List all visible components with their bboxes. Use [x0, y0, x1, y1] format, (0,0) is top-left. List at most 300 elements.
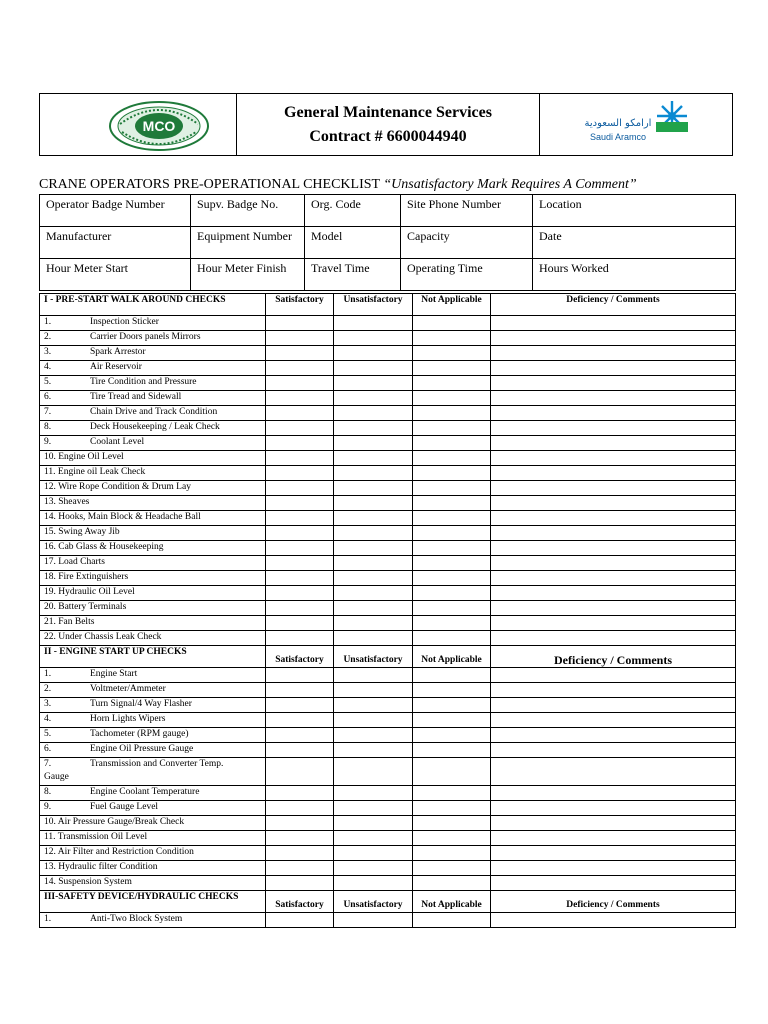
- col-satisfactory: Satisfactory: [266, 646, 334, 668]
- unsatisfactory-cell[interactable]: [334, 846, 413, 861]
- item-label-cell: [40, 861, 266, 876]
- not-applicable-cell[interactable]: [413, 451, 491, 466]
- info-field[interactable]: Manufacturer: [40, 227, 191, 259]
- checklist-item-row: [40, 541, 736, 556]
- checklist-item-row: [40, 556, 736, 571]
- header-title-cell: [237, 94, 540, 155]
- unsatisfactory-cell[interactable]: [334, 713, 413, 728]
- info-field[interactable]: Equipment Number: [191, 227, 305, 259]
- satisfactory-cell[interactable]: [266, 511, 334, 526]
- item-label: Engine Start: [90, 669, 138, 679]
- unsatisfactory-cell[interactable]: [334, 526, 413, 541]
- unsatisfactory-cell[interactable]: [334, 436, 413, 451]
- comments-cell[interactable]: [491, 758, 736, 786]
- info-field[interactable]: Operating Time: [401, 259, 533, 291]
- satisfactory-cell[interactable]: [266, 816, 334, 831]
- info-field[interactable]: Date: [533, 227, 736, 259]
- item-label-cell: [40, 758, 266, 786]
- item-label-cell: [40, 421, 266, 436]
- checklist-item-row: [40, 376, 736, 391]
- item-label-cell: [40, 541, 266, 556]
- item-label-cell: [40, 406, 266, 421]
- unsatisfactory-cell[interactable]: [334, 586, 413, 601]
- not-applicable-cell[interactable]: [413, 511, 491, 526]
- info-field[interactable]: Hours Worked: [533, 259, 736, 291]
- info-row: [40, 227, 736, 259]
- item-number: 1.: [44, 914, 52, 924]
- col-satisfactory: Satisfactory: [266, 294, 334, 316]
- unsatisfactory-cell[interactable]: [334, 361, 413, 376]
- info-field[interactable]: Hour Meter Finish: [191, 259, 305, 291]
- satisfactory-cell[interactable]: [266, 786, 334, 801]
- item-label-cell: [40, 331, 266, 346]
- item-label-cell: [40, 481, 266, 496]
- not-applicable-cell[interactable]: [413, 586, 491, 601]
- not-applicable-cell[interactable]: [413, 361, 491, 376]
- unsatisfactory-cell[interactable]: [334, 631, 413, 646]
- satisfactory-cell[interactable]: [266, 361, 334, 376]
- satisfactory-cell[interactable]: [266, 698, 334, 713]
- col-not-applicable: Not Applicable: [413, 646, 491, 668]
- item-label: 14. Suspension System: [44, 877, 132, 887]
- comments-cell[interactable]: [491, 556, 736, 571]
- col-not-applicable: Not Applicable: [413, 294, 491, 316]
- comments-cell[interactable]: [491, 601, 736, 616]
- comments-cell[interactable]: [491, 861, 736, 876]
- not-applicable-cell[interactable]: [413, 876, 491, 891]
- item-label: 11. Engine oil Leak Check: [44, 467, 146, 477]
- comments-cell[interactable]: [491, 391, 736, 406]
- satisfactory-cell[interactable]: [266, 556, 334, 571]
- unsatisfactory-cell[interactable]: [334, 406, 413, 421]
- item-label: Tire Tread and Sidewall: [90, 392, 182, 402]
- satisfactory-cell[interactable]: [266, 616, 334, 631]
- unsatisfactory-cell[interactable]: [334, 376, 413, 391]
- satisfactory-cell[interactable]: [266, 421, 334, 436]
- checklist-item-row: [40, 698, 736, 713]
- info-grid: [39, 194, 736, 291]
- unsatisfactory-cell[interactable]: [334, 786, 413, 801]
- item-label-cell: [40, 683, 266, 698]
- item-label: 15. Swing Away Jib: [44, 527, 120, 537]
- item-label-cell: [40, 913, 266, 928]
- item-label: Transmission and Converter Temp.: [90, 759, 224, 769]
- comments-cell[interactable]: [491, 361, 736, 376]
- item-label: 22. Under Chassis Leak Check: [44, 632, 162, 642]
- not-applicable-cell[interactable]: [413, 541, 491, 556]
- satisfactory-cell[interactable]: [266, 376, 334, 391]
- info-field[interactable]: Travel Time: [305, 259, 401, 291]
- unsatisfactory-cell[interactable]: [334, 466, 413, 481]
- not-applicable-cell[interactable]: [413, 601, 491, 616]
- checklist-item-row: [40, 571, 736, 586]
- comments-cell[interactable]: [491, 728, 736, 743]
- checklist-item-row: [40, 331, 736, 346]
- checklist-table: [39, 293, 736, 928]
- comments-cell[interactable]: [491, 376, 736, 391]
- unsatisfactory-cell[interactable]: [334, 601, 413, 616]
- unsatisfactory-cell[interactable]: [334, 683, 413, 698]
- item-label: 12. Air Filter and Restriction Condition: [44, 847, 194, 857]
- not-applicable-cell[interactable]: [413, 616, 491, 631]
- checklist-item-row: [40, 391, 736, 406]
- unsatisfactory-cell[interactable]: [334, 391, 413, 406]
- comments-cell[interactable]: [491, 683, 736, 698]
- item-label-cell: [40, 713, 266, 728]
- company-seal-logo: [108, 100, 210, 152]
- item-label-cell: [40, 631, 266, 646]
- item-label-cell: [40, 668, 266, 683]
- item-number: 4.: [44, 714, 52, 724]
- item-label: Deck Housekeeping / Leak Check: [90, 422, 220, 432]
- satisfactory-cell[interactable]: [266, 331, 334, 346]
- unsatisfactory-cell[interactable]: [334, 728, 413, 743]
- item-number: 9.: [44, 802, 52, 812]
- unsatisfactory-cell[interactable]: [334, 801, 413, 816]
- comments-cell[interactable]: [491, 571, 736, 586]
- col-unsatisfactory: Unsatisfactory: [334, 646, 413, 668]
- item-label-cell: [40, 786, 266, 801]
- satisfactory-cell[interactable]: [266, 526, 334, 541]
- comments-cell[interactable]: [491, 743, 736, 758]
- checklist-note: “Unsatisfactory Mark Requires A Comment”: [383, 177, 637, 192]
- info-field[interactable]: Operator Badge Number: [40, 195, 191, 227]
- item-number: 3.: [44, 347, 52, 357]
- item-label: 18. Fire Extinguishers: [44, 572, 129, 582]
- unsatisfactory-cell[interactable]: [334, 421, 413, 436]
- not-applicable-cell[interactable]: [413, 713, 491, 728]
- checklist-item-row: [40, 816, 736, 831]
- item-label-cell: [40, 831, 266, 846]
- comments-cell[interactable]: [491, 631, 736, 646]
- svg-text:ارامكو السعودية: ارامكو السعودية: [584, 118, 652, 129]
- not-applicable-cell[interactable]: [413, 556, 491, 571]
- not-applicable-cell[interactable]: [413, 481, 491, 496]
- comments-cell[interactable]: [491, 786, 736, 801]
- section-title: III-SAFETY DEVICE/HYDRAULIC CHECKS: [40, 891, 266, 913]
- unsatisfactory-cell[interactable]: [334, 913, 413, 928]
- comments-cell[interactable]: [491, 496, 736, 511]
- unsatisfactory-cell[interactable]: [334, 496, 413, 511]
- checklist-title: [39, 177, 637, 193]
- col-unsatisfactory: Unsatisfactory: [334, 294, 413, 316]
- not-applicable-cell[interactable]: [413, 728, 491, 743]
- comments-cell[interactable]: [491, 316, 736, 331]
- item-label-cell: [40, 801, 266, 816]
- not-applicable-cell[interactable]: [413, 376, 491, 391]
- not-applicable-cell[interactable]: [413, 913, 491, 928]
- satisfactory-cell[interactable]: [266, 713, 334, 728]
- unsatisfactory-cell[interactable]: [334, 616, 413, 631]
- comments-cell[interactable]: [491, 541, 736, 556]
- checklist-item-row: [40, 406, 736, 421]
- checklist-item-row: [40, 496, 736, 511]
- item-label-cell: [40, 876, 266, 891]
- item-label-cell: [40, 391, 266, 406]
- item-label-cell: [40, 316, 266, 331]
- comments-cell[interactable]: [491, 526, 736, 541]
- comments-cell[interactable]: [491, 451, 736, 466]
- info-field[interactable]: Site Phone Number: [401, 195, 533, 227]
- unsatisfactory-cell[interactable]: [334, 511, 413, 526]
- col-not-applicable: Not Applicable: [413, 891, 491, 913]
- item-label-cell: [40, 816, 266, 831]
- checklist-item-row: [40, 913, 736, 928]
- comments-cell[interactable]: [491, 481, 736, 496]
- checklist-item-row: [40, 801, 736, 816]
- satisfactory-cell[interactable]: [266, 831, 334, 846]
- unsatisfactory-cell[interactable]: [334, 571, 413, 586]
- checklist-item-row: [40, 451, 736, 466]
- comments-cell[interactable]: [491, 346, 736, 361]
- item-number: 8.: [44, 422, 52, 432]
- satisfactory-cell[interactable]: [266, 876, 334, 891]
- comments-cell[interactable]: [491, 586, 736, 601]
- checklist-item-row: [40, 683, 736, 698]
- satisfactory-cell[interactable]: [266, 728, 334, 743]
- comments-cell[interactable]: [491, 421, 736, 436]
- checklist-item-row: [40, 421, 736, 436]
- checklist-item-row: [40, 346, 736, 361]
- not-applicable-cell[interactable]: [413, 801, 491, 816]
- section-header-row: [40, 646, 736, 668]
- checklist-item-row: [40, 786, 736, 801]
- item-label-cell: [40, 586, 266, 601]
- item-label: Coolant Level: [90, 437, 145, 447]
- not-applicable-cell[interactable]: [413, 631, 491, 646]
- item-label: 21. Fan Belts: [44, 617, 95, 627]
- unsatisfactory-cell[interactable]: [334, 831, 413, 846]
- checklist-item-row: [40, 361, 736, 376]
- comments-cell[interactable]: [491, 816, 736, 831]
- item-number: 5.: [44, 377, 52, 387]
- item-number: 7.: [44, 759, 52, 769]
- comments-cell[interactable]: [491, 713, 736, 728]
- item-label-cell: [40, 346, 266, 361]
- info-field[interactable]: Location: [533, 195, 736, 227]
- unsatisfactory-cell[interactable]: [334, 331, 413, 346]
- comments-cell[interactable]: [491, 846, 736, 861]
- item-label: 10. Engine Oil Level: [44, 452, 124, 462]
- not-applicable-cell[interactable]: [413, 406, 491, 421]
- comments-cell[interactable]: [491, 668, 736, 683]
- section-title: II - ENGINE START UP CHECKS: [40, 646, 266, 668]
- checklist-item-row: [40, 466, 736, 481]
- item-label-cell: [40, 846, 266, 861]
- item-label-cell: [40, 743, 266, 758]
- satisfactory-cell[interactable]: [266, 743, 334, 758]
- satisfactory-cell[interactable]: [266, 631, 334, 646]
- unsatisfactory-cell[interactable]: [334, 758, 413, 786]
- comments-cell[interactable]: [491, 831, 736, 846]
- item-label-cell: [40, 451, 266, 466]
- checklist-item-row: [40, 511, 736, 526]
- satisfactory-cell[interactable]: [266, 406, 334, 421]
- unsatisfactory-cell[interactable]: [334, 541, 413, 556]
- satisfactory-cell[interactable]: [266, 846, 334, 861]
- not-applicable-cell[interactable]: [413, 466, 491, 481]
- checklist-item-row: [40, 831, 736, 846]
- not-applicable-cell[interactable]: [413, 316, 491, 331]
- item-label: Tire Condition and Pressure: [90, 377, 197, 387]
- col-deficiency-comments: Deficiency / Comments: [491, 891, 736, 913]
- not-applicable-cell[interactable]: [413, 571, 491, 586]
- comments-cell[interactable]: [491, 801, 736, 816]
- comments-cell[interactable]: [491, 331, 736, 346]
- item-label: Voltmeter/Ammeter: [90, 684, 166, 694]
- not-applicable-cell[interactable]: [413, 831, 491, 846]
- checklist-item-row: [40, 758, 736, 786]
- satisfactory-cell[interactable]: [266, 451, 334, 466]
- checklist-item-row: [40, 846, 736, 861]
- item-label: Engine Coolant Temperature: [90, 787, 200, 797]
- unsatisfactory-cell[interactable]: [334, 816, 413, 831]
- not-applicable-cell[interactable]: [413, 786, 491, 801]
- comments-cell[interactable]: [491, 913, 736, 928]
- item-label: 12. Wire Rope Condition & Drum Lay: [44, 482, 191, 492]
- contract-number: Contract # 6600044940: [309, 127, 467, 145]
- checklist-title-text: CRANE OPERATORS PRE-OPERATIONAL CHECKLIST: [39, 177, 380, 192]
- info-row: [40, 195, 736, 227]
- item-number: 8.: [44, 787, 52, 797]
- item-label-cell: [40, 556, 266, 571]
- checklist-item-row: [40, 316, 736, 331]
- item-label-cell: [40, 436, 266, 451]
- satisfactory-cell[interactable]: [266, 801, 334, 816]
- not-applicable-cell[interactable]: [413, 496, 491, 511]
- satisfactory-cell[interactable]: [266, 586, 334, 601]
- satisfactory-cell[interactable]: [266, 541, 334, 556]
- svg-text:Saudi Aramco: Saudi Aramco: [589, 132, 647, 142]
- item-label-cell: [40, 376, 266, 391]
- not-applicable-cell[interactable]: [413, 698, 491, 713]
- comments-cell[interactable]: [491, 466, 736, 481]
- svg-text:MCO: MCO: [142, 118, 176, 134]
- item-label: Anti-Two Block System: [90, 914, 183, 924]
- item-label: 13. Sheaves: [44, 497, 90, 507]
- item-label: Carrier Doors panels Mirrors: [90, 332, 201, 342]
- checklist-item-row: [40, 713, 736, 728]
- info-field[interactable]: Model: [305, 227, 401, 259]
- satisfactory-cell[interactable]: [266, 571, 334, 586]
- not-applicable-cell[interactable]: [413, 346, 491, 361]
- satisfactory-cell[interactable]: [266, 481, 334, 496]
- unsatisfactory-cell[interactable]: [334, 876, 413, 891]
- comments-cell[interactable]: [491, 511, 736, 526]
- satisfactory-cell[interactable]: [266, 466, 334, 481]
- info-field[interactable]: Hour Meter Start: [40, 259, 191, 291]
- item-label-cell: [40, 526, 266, 541]
- satisfactory-cell[interactable]: [266, 346, 334, 361]
- unsatisfactory-cell[interactable]: [334, 346, 413, 361]
- unsatisfactory-cell[interactable]: [334, 316, 413, 331]
- not-applicable-cell[interactable]: [413, 743, 491, 758]
- info-row: [40, 259, 736, 291]
- aramco-logo-cell: [540, 94, 732, 155]
- col-deficiency-comments: Deficiency / Comments: [491, 646, 736, 668]
- item-label-cell: [40, 361, 266, 376]
- satisfactory-cell[interactable]: [266, 436, 334, 451]
- not-applicable-cell[interactable]: [413, 683, 491, 698]
- comments-cell[interactable]: [491, 698, 736, 713]
- col-satisfactory: Satisfactory: [266, 891, 334, 913]
- info-field[interactable]: Supv. Badge No.: [191, 195, 305, 227]
- item-label: Fuel Gauge Level: [90, 802, 159, 812]
- not-applicable-cell[interactable]: [413, 846, 491, 861]
- satisfactory-cell[interactable]: [266, 668, 334, 683]
- unsatisfactory-cell[interactable]: [334, 698, 413, 713]
- item-label: 16. Cab Glass & Housekeeping: [44, 542, 164, 552]
- section-title: I - PRE-START WALK AROUND CHECKS: [40, 294, 266, 316]
- document-header: [39, 93, 733, 156]
- section-header-row: [40, 294, 736, 316]
- satisfactory-cell[interactable]: [266, 316, 334, 331]
- checklist-item-row: [40, 728, 736, 743]
- item-number: 5.: [44, 729, 52, 739]
- not-applicable-cell[interactable]: [413, 421, 491, 436]
- not-applicable-cell[interactable]: [413, 436, 491, 451]
- checklist-item-row: [40, 436, 736, 451]
- not-applicable-cell[interactable]: [413, 526, 491, 541]
- satisfactory-cell[interactable]: [266, 601, 334, 616]
- section-header-row: [40, 891, 736, 913]
- satisfactory-cell[interactable]: [266, 496, 334, 511]
- info-grid-body: [40, 195, 736, 291]
- comments-cell[interactable]: [491, 876, 736, 891]
- unsatisfactory-cell[interactable]: [334, 743, 413, 758]
- comments-cell[interactable]: [491, 436, 736, 451]
- item-label-continued: Gauge: [44, 772, 69, 782]
- checklist-item-row: [40, 526, 736, 541]
- item-label-cell: [40, 616, 266, 631]
- item-number: 2.: [44, 332, 52, 342]
- item-label-cell: [40, 601, 266, 616]
- comments-cell[interactable]: [491, 616, 736, 631]
- satisfactory-cell[interactable]: [266, 683, 334, 698]
- header-title: General Maintenance Services: [284, 103, 492, 121]
- item-label: 11. Transmission Oil Level: [44, 832, 148, 842]
- unsatisfactory-cell[interactable]: [334, 481, 413, 496]
- not-applicable-cell[interactable]: [413, 668, 491, 683]
- not-applicable-cell[interactable]: [413, 391, 491, 406]
- item-label: 14. Hooks, Main Block & Headache Ball: [44, 512, 201, 522]
- item-number: 4.: [44, 362, 52, 372]
- item-number: 1.: [44, 317, 52, 327]
- satisfactory-cell[interactable]: [266, 758, 334, 786]
- not-applicable-cell[interactable]: [413, 861, 491, 876]
- satisfactory-cell[interactable]: [266, 861, 334, 876]
- unsatisfactory-cell[interactable]: [334, 668, 413, 683]
- item-number: 3.: [44, 699, 52, 709]
- not-applicable-cell[interactable]: [413, 758, 491, 786]
- item-label-cell: [40, 728, 266, 743]
- info-field[interactable]: Capacity: [401, 227, 533, 259]
- unsatisfactory-cell[interactable]: [334, 451, 413, 466]
- checklist-item-row: [40, 861, 736, 876]
- item-number: 6.: [44, 392, 52, 402]
- comments-cell[interactable]: [491, 406, 736, 421]
- item-label: Air Reservoir: [90, 362, 142, 372]
- not-applicable-cell[interactable]: [413, 331, 491, 346]
- not-applicable-cell[interactable]: [413, 816, 491, 831]
- info-field[interactable]: Org. Code: [305, 195, 401, 227]
- item-label: Spark Arrestor: [90, 347, 146, 357]
- unsatisfactory-cell[interactable]: [334, 861, 413, 876]
- item-label: Tachometer (RPM gauge): [90, 729, 189, 739]
- satisfactory-cell[interactable]: [266, 391, 334, 406]
- satisfactory-cell[interactable]: [266, 913, 334, 928]
- unsatisfactory-cell[interactable]: [334, 556, 413, 571]
